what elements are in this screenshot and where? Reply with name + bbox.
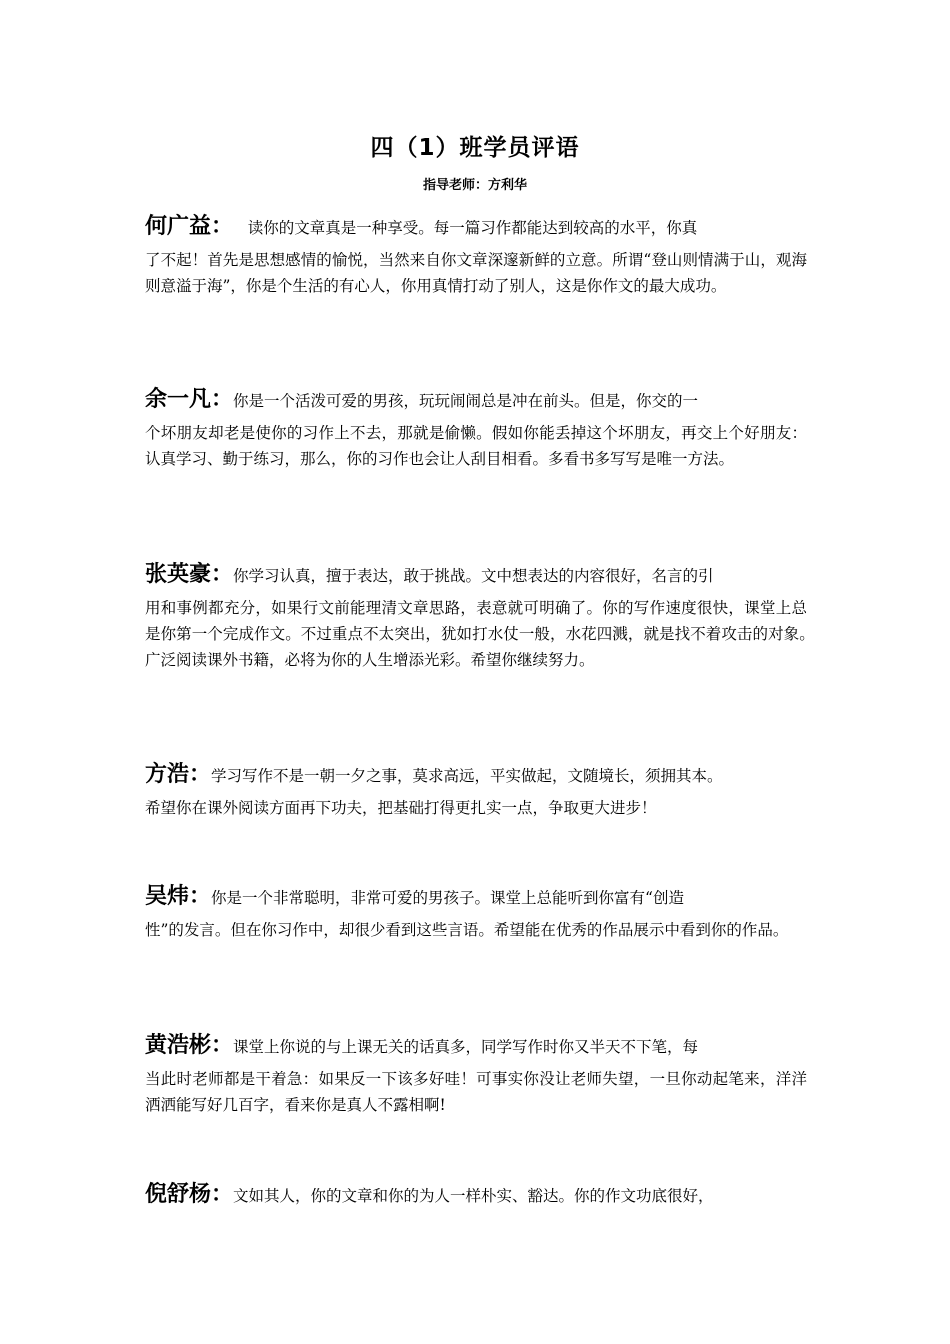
comment-first-line xyxy=(145,1175,807,1215)
comment-first-line xyxy=(145,207,807,247)
comment-entry xyxy=(145,207,807,299)
comment-text: 希望你在课外阅读方面再下功夫，把基础打得更扎实一点，争取更大进步！ xyxy=(145,799,657,817)
student-name: 张英豪： xyxy=(145,562,234,587)
comment-text-start: 你是一个活泼可爱的男孩，玩玩闹闹总是冲在前头。但是，你交的一 xyxy=(233,392,699,410)
comment-text: 用和事例都充分，如果行文前能理清文章思路，表意就可明确了。你的写作速度很快，课堂上总是你第一个完成作文。不过重点不太突出，犹如打水仗一般，水花四溅，就是找不着攻击的对象。 广泛阅读课外书籍，必将为你的人生增添光彩。希望你继续努力。 xyxy=(145,599,839,669)
student-name: 方浩： xyxy=(145,762,212,787)
student-name: 何广益： xyxy=(145,214,234,239)
comment-first-line xyxy=(145,380,807,420)
comment-entry xyxy=(145,555,839,673)
comment-text-start: 学习写作不是一朝一夕之事，莫求高远，平实做起，文随境长，须拥其本。 xyxy=(211,767,723,785)
comment-entry xyxy=(145,877,807,943)
student-name: 黄浩彬： xyxy=(145,1033,234,1058)
teacher-line: 指导老师：方利华 xyxy=(422,178,527,193)
comment-text-start: 你学习认真，擅于表达，敢于挑战。文中想表达的内容很好，名言的引 xyxy=(233,567,714,585)
comment-first-line xyxy=(145,755,807,795)
comment-entry xyxy=(145,755,807,821)
comment-first-line xyxy=(145,877,807,917)
comment-text-start: 你是一个非常聪明，非常可爱的男孩子。课堂上总能听到你富有“创造 xyxy=(211,889,684,907)
comment-entry xyxy=(145,380,807,472)
document-title: 四（1）班学员评语 xyxy=(370,135,580,161)
student-name: 吴炜： xyxy=(145,884,212,909)
comment-text: 当此时老师都是干着急：如果反一下该多好哇！可事实你没让老师失望，一旦你动起笔来，洋洋洒洒能写好几百字，看来你是真人不露相啊! xyxy=(145,1070,807,1114)
comment-first-line xyxy=(145,555,807,595)
student-name: 倪舒杨： xyxy=(145,1182,234,1207)
comment-first-line xyxy=(145,1026,807,1066)
comment-entry xyxy=(145,1175,807,1215)
comment-text: 了不起！首先是思想感情的愉悦，当然来自你文章深邃新鲜的立意。所谓“登山则情满于山，观海则意溢于海”，你是个生活的有心人，你用真情打动了别人，这是你作文的最大成功。 xyxy=(145,251,807,295)
student-name: 余一凡： xyxy=(145,387,234,412)
comment-text-start: 文如其人，你的文章和你的为人一样朴实、豁达。你的作文功底很好， xyxy=(233,1187,714,1205)
comment-text-start: 课堂上你说的与上课无关的话真多，同学写作时你又半天不下笔，每 xyxy=(233,1038,699,1056)
comment-text-start: 读你的文章真是一种享受。每一篇习作都能达到较高的水平，你真 xyxy=(247,219,698,237)
comment-text: 个坏朋友却老是使你的习作上不去，那就是偷懒。假如你能丢掉这个坏朋友，再交上个好朋友：认真学习、勤于练习，那么，你的习作也会让人刮目相看。多看书多写写是唯一方法。 xyxy=(145,424,807,468)
comment-text: 性”的发言。但在你习作中，却很少看到这些言语。希望能在优秀的作品展示中看到你的作品。 xyxy=(145,921,789,939)
comment-entry xyxy=(145,1026,807,1118)
